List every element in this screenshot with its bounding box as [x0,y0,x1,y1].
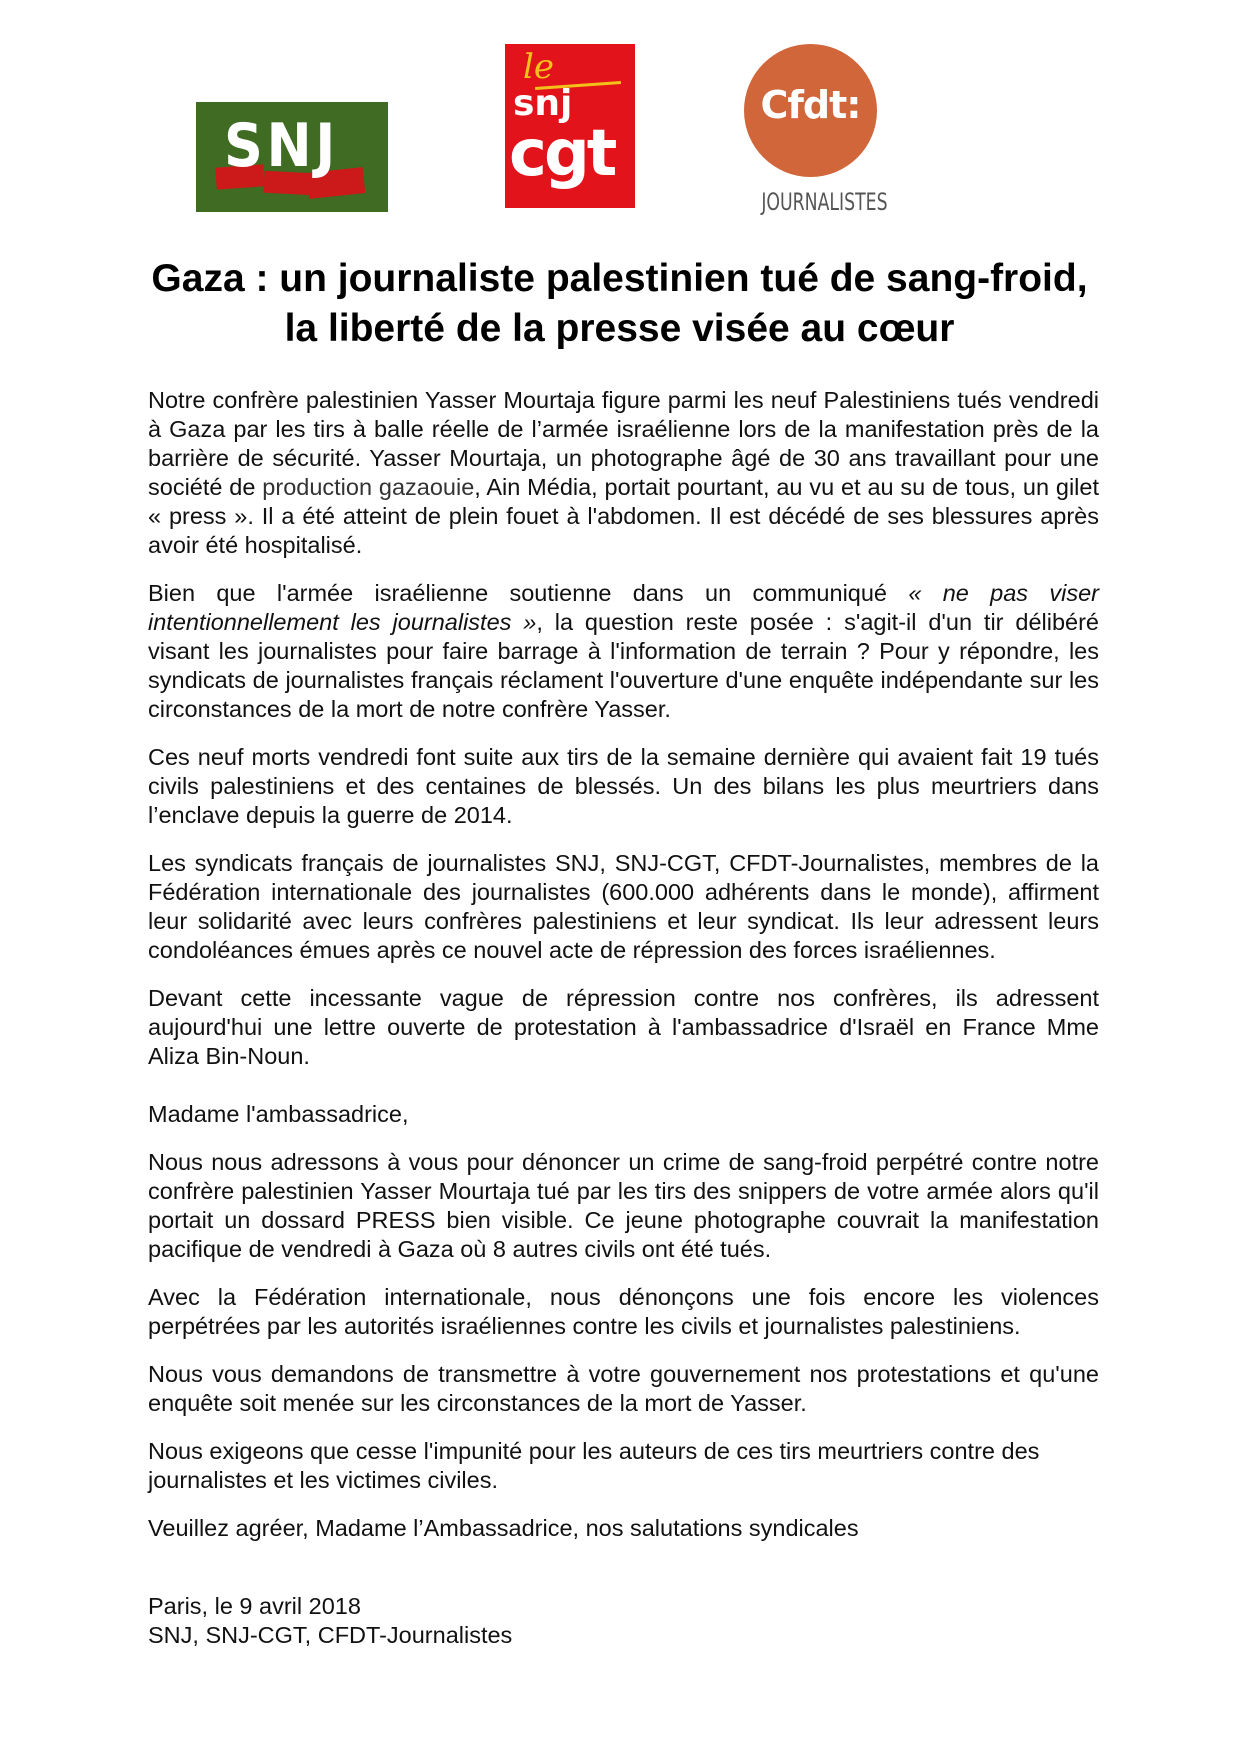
snj-logo [196,102,388,212]
letter-salutation: Madame l'ambassadrice, [148,1101,409,1127]
paragraph-text: , Ain Média, portait pourtant, au vu et au su de tous, un gilet « press ». Il a été atteint de plein fouet à l'abdomen. Il est décédé de ses blessures après avoir été hospitalisé. [148,474,1099,558]
place-date: Paris, le 9 avril 2018 [148,1593,361,1619]
paragraph-text: , la question reste posée : s'agit-il d'un tir délibéré visant les journalistes pour faire barrage à l'information de terrain ? Pour y répondre, les syndicats de journalistes français réclament l'ouverture d'une enquête indépendante sur les circonstances de la mort de notre confrère Yasser. [148,609,1099,722]
paragraph-3: Ces neuf morts vendredi font suite aux tirs de la semaine dernière qui avaient fait 19 tués civils palestiniens et des centaines de blessés. Un des bilans les plus meurtriers dans l’enclave depuis la guerre de 2014. [148,744,1099,828]
title-line-2: la liberté de la presse visée au cœur [284,307,955,350]
army-quote: « ne pas viser intentionnellement les journalistes » [148,580,1099,635]
paragraph-7: Avec la Fédération internationale, nous dénonçons une fois encore les violences perpétrées par les autorités israéliennes contre les civils et journalistes palestiniens. [148,1284,1099,1339]
snj-logo-text: SNJ [224,111,339,181]
snj-cgt-logo-snj: snj [513,83,573,124]
cfdt-logo-circle [744,44,877,177]
snj-cgt-logo-cgt: cgt [509,117,615,191]
paragraph-8: Nous vous demandons de transmettre à votre gouvernement nos protestations et qu'une enquête soit menée sur les circonstances de la mort de Yasser. [148,1361,1099,1416]
paragraph-text: Notre confrère palestinien Yasser Mourtaja figure parmi les neuf Palestiniens tués vendredi à Gaza par les tirs à balle réelle de l’armée israélienne lors de la manifestation près de la barrière de sécurité. Yasser Mourtaja, un photographe âgé de 30 ans travaillant pour une société de [148,387,1099,500]
paragraph-highlight: production gazaouie [262,474,475,500]
title-line-1: Gaza : un journaliste palestinien tué de sang-froid, [151,257,1088,300]
document-title [0,254,1239,354]
cfdt-logo-subtitle: JOURNALISTES [761,188,888,216]
letter-closing: Veuillez agréer, Madame l’Ambassadrice, nos salutations syndicales [148,1515,859,1541]
paragraph-5: Devant cette incessante vague de répression contre nos confrères, ils adressent aujourd'hui une lettre ouverte de protestation à l'ambassadrice d'Israël en France Mme Aliza Bin-Noun. [148,985,1099,1069]
signature-block [148,1592,512,1650]
paragraph-text: Bien que l'armée israélienne soutienne dans un communiqué [148,580,909,606]
signatories: SNJ, SNJ-CGT, CFDT-Journalistes [148,1622,513,1648]
document-body [148,386,1099,1562]
paragraph-9: Nous exigeons que cesse l'impunité pour les auteurs de ces tirs meurtriers contre des journalistes et les victimes civiles. [148,1438,1040,1493]
snj-cgt-logo [505,44,635,208]
cfdt-logo-text: Cfdt: [760,83,861,127]
snj-cgt-logo-script: le [523,47,554,87]
paragraph-2 [148,579,1099,724]
paragraph-6: Nous nous adressons à vous pour dénoncer un crime de sang-froid perpétré contre notre confrère palestinien Yasser Mourtaja tué par les tirs des snippers de votre armée alors qu'il portait un dossard PRESS bien visible. Ce jeune photographe couvrait la manifestation pacifique de vendredi à Gaza où 8 autres civils ont été tués. [148,1149,1099,1262]
paragraph-1 [148,386,1099,560]
paragraph-4: Les syndicats français de journalistes SNJ, SNJ-CGT, CFDT-Journalistes, membres de la Fédération internationale des journalistes (600.000 adhérents dans le monde), affirment leur solidarité avec leurs confrères palestiniens et leur syndicat. Ils leur adressent leurs condoléances émues après ce nouvel acte de répression des forces israéliennes. [148,850,1099,963]
